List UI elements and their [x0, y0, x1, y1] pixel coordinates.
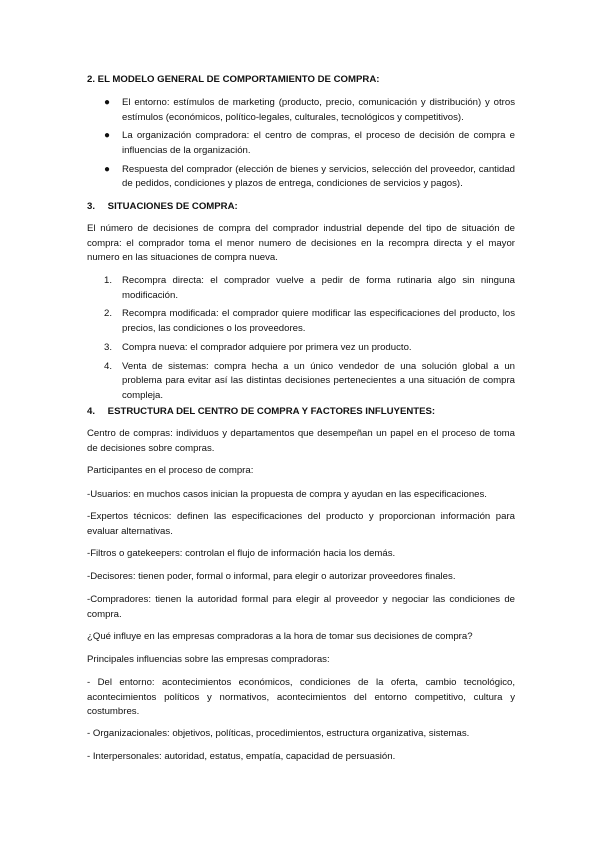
- bullet-icon: ●: [104, 130, 111, 142]
- section-2-bullet-list: [87, 96, 515, 196]
- bullet-text: Respuesta del comprador (elección de bienes y servicios, selección del proveedor, cantidad de pedidos, condiciones y plazos de entrega, condiciones de servicios y pagos).: [122, 163, 515, 190]
- paragraph-interpersonales: - Interpersonales: autoridad, estatus, empatía, capacidad de persuasión.: [87, 751, 396, 762]
- paragraph-decisores: -Decisores: tienen poder, formal o informal, para elegir o autorizar proveedores finales.: [87, 571, 456, 582]
- paragraph-expertos: -Expertos técnicos: definen las especificaciones del producto y proporcionan información para evaluar alternativas.: [87, 511, 515, 537]
- bullet-item-respuesta: [87, 163, 515, 192]
- paragraph-centro-compras: Centro de compras: individuos y departamentos que desempeñan un papel en el proceso de toma de decisiones sobre compras.: [87, 428, 515, 454]
- section-3-number: 3.: [87, 201, 96, 212]
- item-number: 1.: [104, 275, 113, 286]
- paragraph-participantes: Participantes en el proceso de compra:: [87, 465, 254, 476]
- section-4-number: 4.: [87, 406, 96, 417]
- bullet-text: El entorno: estímulos de marketing (producto, precio, comunicación y distribución) y otros estímulos (económicos, político-legales, culturales, tecnológicos y competitivos).: [122, 97, 515, 123]
- section-2-heading-text: 2. EL MODELO GENERAL DE COMPORTAMIENTO DE COMPRA:: [87, 74, 380, 85]
- numbered-item-recompra-modificada: [87, 307, 515, 336]
- section-4-heading: [87, 405, 515, 420]
- numbered-item-compra-nueva: [87, 341, 515, 356]
- section-3-heading-text: SITUACIONES DE COMPRA:: [107, 201, 238, 212]
- section-3-intro: El número de decisiones de compra del comprador industrial depende del tipo de situación de compra: el comprador toma el menor numero de decisiones en la recompra directa y el mayor numero en las situaciones de compra nueva.: [87, 223, 515, 264]
- numbered-item-recompra-directa: [87, 274, 515, 303]
- item-text: Recompra modificada: el comprador quiere modificar las especificaciones del producto, los precios, las condiciones o los proveedores.: [122, 308, 515, 334]
- section-3-numbered-list: [87, 274, 515, 408]
- item-text: Compra nueva: el comprador adquiere por primera vez un producto.: [122, 341, 412, 353]
- item-text: Venta de sistemas: compra hecha a un único vendedor de una solución global a un problema para evitar así las distintas decisiones pertenecientes a una situación de compra compleja.: [122, 360, 515, 401]
- bullet-item-entorno: [87, 96, 515, 125]
- section-2-heading: [87, 73, 515, 88]
- bullet-icon: ●: [104, 163, 111, 175]
- paragraph-principales: Principales influencias sobre las empresas compradoras:: [87, 654, 330, 665]
- paragraph-filtros: -Filtros o gatekeepers: controlan el flujo de información hacia los demás.: [87, 548, 396, 559]
- paragraph-compradores: -Compradores: tienen la autoridad formal para elegir al proveedor y negociar las condiciones de compra.: [87, 594, 515, 620]
- section-3-heading: [87, 200, 515, 215]
- bullet-text: La organización compradora: el centro de compras, el proceso de decisión de compra e influencias de la organización.: [122, 130, 515, 156]
- paragraph-entorno: - Del entorno: acontecimientos económicos, condiciones de la oferta, cambio tecnológico, acontecimientos políticos y normativos, acontecimientos del entorno competitivo, cultura y costumbres.: [87, 677, 515, 718]
- item-number: 4.: [104, 360, 113, 372]
- paragraph-organizacionales: - Organizacionales: objetivos, políticas, procedimientos, estructura organizativa, sistemas.: [87, 728, 470, 739]
- section-4-heading-text: ESTRUCTURA DEL CENTRO DE COMPRA Y FACTORES INFLUYENTES:: [107, 406, 436, 417]
- paragraph-usuarios: -Usuarios: en muchos casos inician la propuesta de compra y ayudan en las especificaciones.: [87, 489, 487, 500]
- item-number: 2.: [104, 308, 113, 320]
- item-number: 3.: [104, 341, 113, 353]
- paragraph-pregunta: ¿Qué influye en las empresas compradoras a la hora de tomar sus decisiones de compra?: [87, 631, 473, 642]
- bullet-item-organizacion: [87, 129, 515, 158]
- item-text: Recompra directa: el comprador vuelve a pedir de forma rutinaria algo sin ninguna modificación.: [122, 275, 515, 301]
- numbered-item-venta-sistemas: [87, 360, 515, 404]
- bullet-icon: ●: [104, 97, 111, 108]
